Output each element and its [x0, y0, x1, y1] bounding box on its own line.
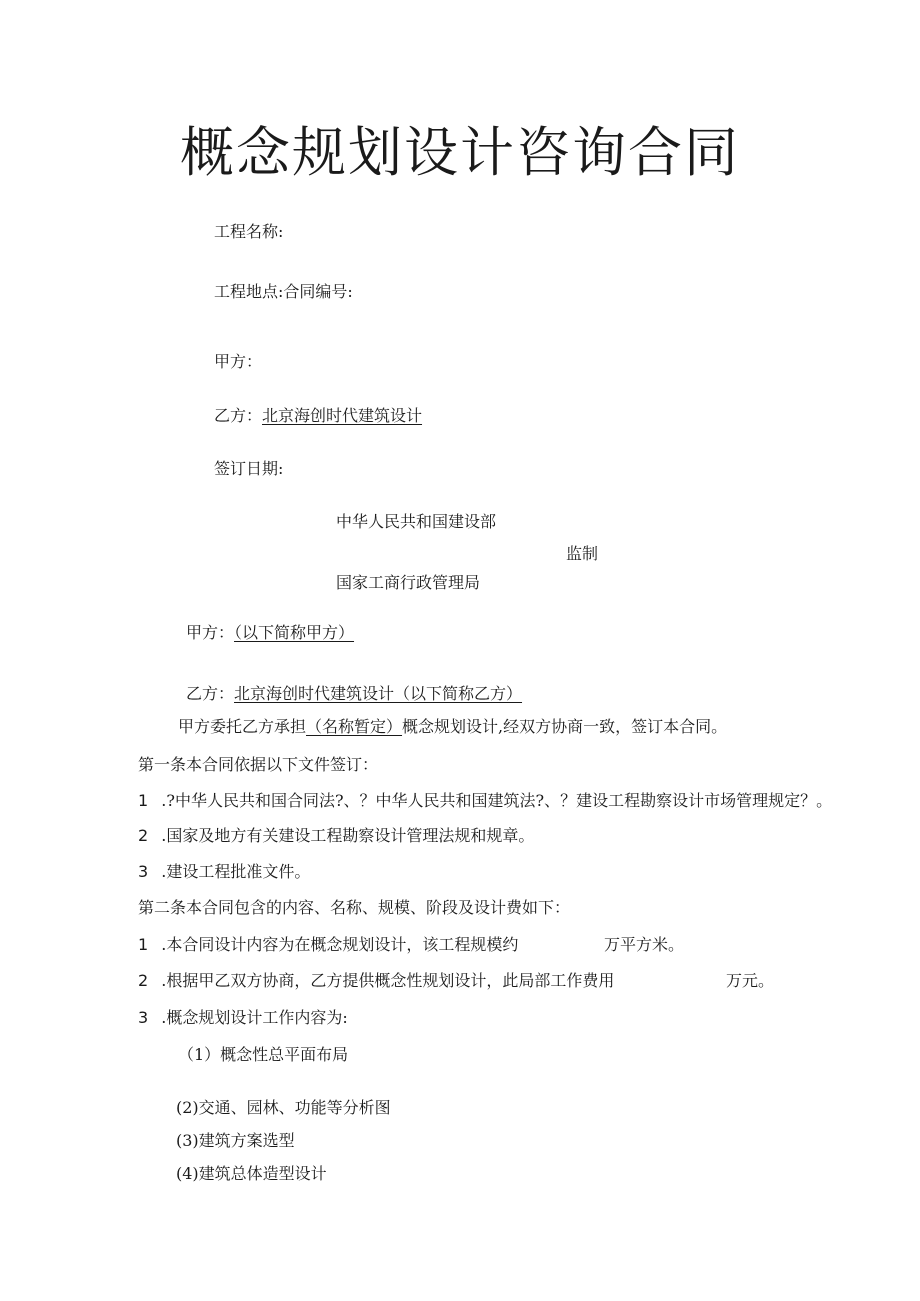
project-name-label: 工程名称: — [214, 222, 284, 241]
item-number: 2 — [138, 826, 149, 845]
item-text: .本合同设计内容为在概念规划设计，该工程规模约 — [161, 935, 519, 954]
article-1-heading: 第一条本合同依据以下文件签订： — [138, 755, 379, 774]
party-b-label: 乙方： — [186, 684, 235, 703]
article-2-item — [138, 971, 614, 991]
supervisor-ministry: 中华人民共和国建设部 — [336, 512, 497, 531]
article-1-item — [138, 826, 534, 846]
contract-intro — [178, 717, 727, 737]
item-number: 3 — [138, 1008, 149, 1027]
party-b-line — [186, 684, 522, 704]
supervisor-label: 监制 — [566, 544, 599, 563]
cover-party-a-label: 甲方： — [214, 352, 263, 371]
document-title: 概念规划设计咨询合同 — [180, 121, 740, 184]
project-location-label: 工程地点: — [214, 282, 284, 301]
item-text: .概念规划设计工作内容为: — [161, 1008, 348, 1027]
intro-project-name: （名称暂定） — [306, 717, 403, 736]
article-2-item — [138, 1008, 348, 1028]
party-a-label: 甲方： — [186, 623, 235, 642]
scope-sub-item: （1）概念性总平面布局 — [178, 1045, 349, 1064]
article-2-item-1-unit: 万平方米。 — [604, 935, 685, 954]
item-text: .国家及地方有关建设工程勘察设计管理法规和规章。 — [161, 826, 535, 845]
article-1-item — [138, 791, 832, 811]
contract-number-label: 合同编号: — [283, 282, 353, 301]
sign-date-label: 签订日期: — [214, 459, 284, 478]
item-number: 1 — [138, 791, 149, 810]
article-2-heading: 第二条本合同包含的内容、名称、规模、阶段及设计费如下： — [138, 898, 571, 917]
party-a-value: （以下简称甲方） — [234, 623, 355, 642]
article-2-item-2-unit: 万元。 — [726, 971, 775, 990]
item-number: 2 — [138, 971, 149, 990]
scope-sub-item: (2)交通、园林、功能等分析图 — [176, 1098, 391, 1117]
item-text: .根据甲乙双方协商，乙方提供概念性规划设计，此局部工作费用 — [161, 971, 615, 990]
party-a-line — [186, 623, 354, 643]
cover-party-b-value: 北京海创时代建筑设计 — [262, 406, 423, 425]
intro-suffix: 概念规划设计,经双方协商一致，签订本合同。 — [402, 717, 728, 736]
project-location-line — [214, 282, 353, 302]
article-2-item — [138, 935, 518, 955]
item-text: .?中华人民共和国合同法?、？中华人民共和国建筑法?、？建设工程勘察设计市场管理规定？。 — [161, 791, 833, 810]
scope-sub-item: (3)建筑方案选型 — [176, 1131, 295, 1150]
supervisor-bureau: 国家工商行政管理局 — [336, 573, 481, 592]
item-number: 3 — [138, 862, 149, 881]
item-number: 1 — [138, 935, 149, 954]
scope-sub-item: (4)建筑总体造型设计 — [176, 1164, 327, 1183]
cover-party-b-label: 乙方： — [214, 406, 263, 425]
party-b-value: 北京海创时代建筑设计（以下简称乙方） — [234, 684, 523, 703]
intro-prefix: 甲方委托乙方承担 — [178, 717, 307, 736]
article-1-item — [138, 862, 310, 882]
cover-party-b-line — [214, 406, 422, 426]
item-text: .建设工程批准文件。 — [161, 862, 311, 881]
